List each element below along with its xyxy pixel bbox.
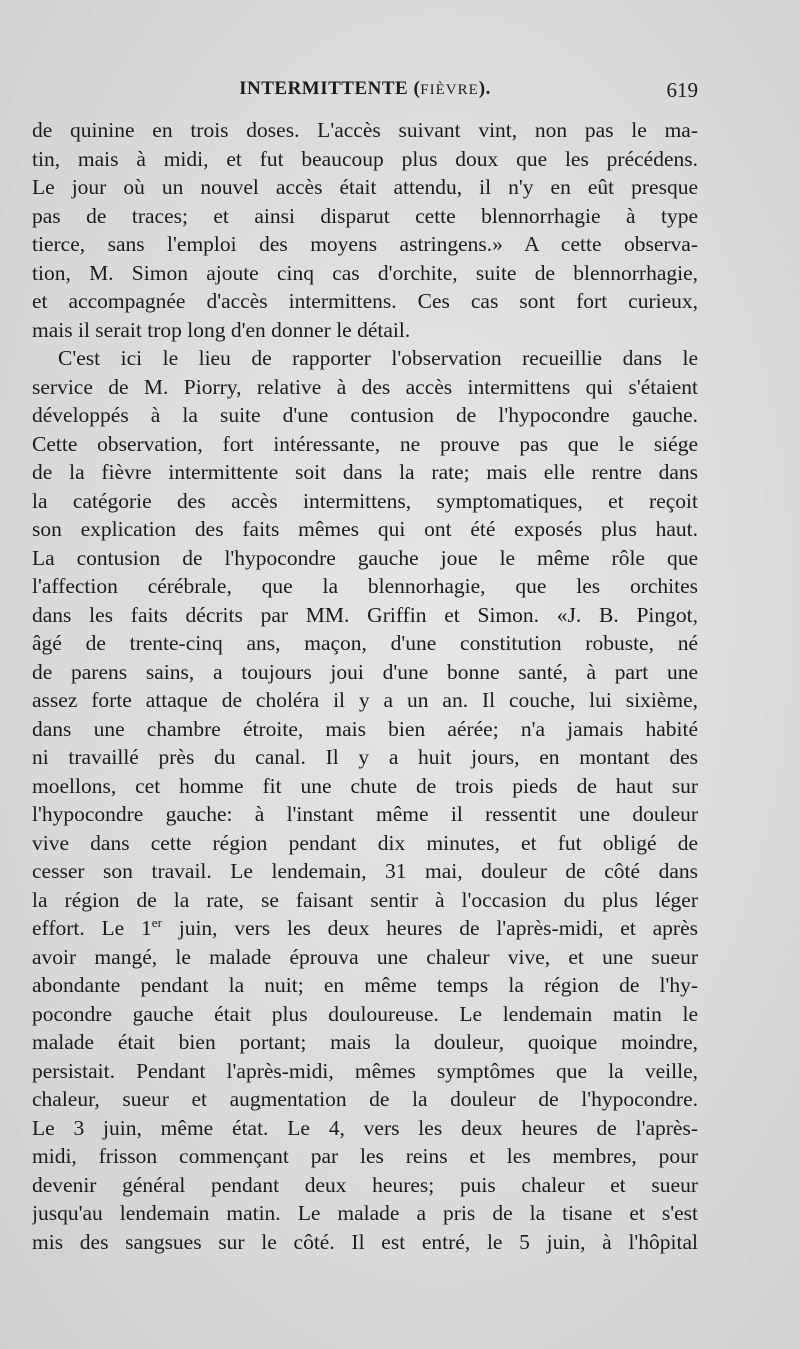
text-line: assez forte attaque de choléra il y a un an. Il couche, lui sixième, — [32, 688, 698, 712]
text-line: tion, M. Simon ajoute cinq cas d'orchite, suite de blennorrhagie, — [32, 260, 698, 285]
text-line: ni travaillé près du canal. Il y a huit jours, en montant des — [32, 745, 698, 769]
text-line: avoir mangé, le malade éprouva une chaleur vive, et une sueur — [32, 944, 698, 969]
text-line: la catégorie des accès intermittens, symptomatiques, et reçoit — [32, 488, 698, 513]
text-line: âgé de trente-cinq ans, maçon, d'une constitution robuste, né — [32, 631, 698, 655]
text-line: mais il serait trop long d'en donner le détail. — [32, 317, 411, 342]
text-line: C'est ici le lieu de rapporter l'observation recueillie dans le — [58, 346, 698, 370]
text-line-end: juin, vers les deux heures de l'après-midi, et après — [161, 916, 698, 940]
text-line: tierce, sans l'emploi des moyens astringens.» A cette observa- — [32, 232, 698, 256]
text-line: dans les faits décrits par MM. Griffin et Simon. «J. B. Pingot, — [32, 602, 698, 627]
text-line: développés à la suite d'une contusion de l'hypocondre gauche. — [32, 403, 698, 427]
text-line: pas de traces; et ainsi disparut cette blennorrhagie à type — [32, 203, 698, 228]
head-title-main: INTERMITTENTE — [239, 78, 409, 99]
text-line: de quinine en trois doses. L'accès suivant vint, non pas le ma- — [32, 118, 698, 142]
text-line — [32, 914, 698, 943]
running-head — [32, 78, 698, 108]
text-line: Le jour où un nouvel accès était attendu, il n'y en eût presque — [32, 175, 698, 199]
text-line: de la fièvre intermittente soit dans la rate; mais elle rentre dans — [32, 460, 698, 484]
text-line: la région de la rate, se faisant sentir à l'occasion du plus léger — [32, 887, 698, 912]
text-line: tin, mais à midi, et fut beaucoup plus doux que les précédens. — [32, 146, 698, 171]
running-head-title — [32, 78, 698, 100]
text-line: chaleur, sueur et augmentation de la douleur de l'hypocondre. — [32, 1087, 698, 1111]
ordinal-superscript: er — [151, 914, 162, 930]
text-line: l'hypocondre gauche: à l'instant même il ressentit une douleur — [32, 802, 698, 826]
text-line: mis des sangsues sur le côté. Il est entré, le 5 juin, à l'hôpital — [32, 1229, 698, 1254]
head-title-paren-open: ( — [408, 78, 421, 99]
text-line: son explication des faits mêmes qui ont été exposés plus haut. — [32, 517, 698, 541]
text-line: midi, frisson commençant par les reins et les membres, pour — [32, 1144, 698, 1168]
page-number: 619 — [666, 78, 698, 102]
text-line: cesser son travail. Le lendemain, 31 mai, douleur de côté dans — [32, 859, 698, 883]
text-line: vive dans cette région pendant dix minutes, et fut obligé de — [32, 830, 698, 855]
body-text — [32, 116, 698, 1256]
text-line: et accompagnée d'accès intermittens. Ces cas sont fort curieux, — [32, 289, 698, 313]
text-line: moellons, cet homme fit une chute de trois pieds de haut sur — [32, 773, 698, 798]
text-line: Le 3 juin, même état. Le 4, vers les deux heures de l'après- — [32, 1115, 698, 1140]
text-line-start: effort. Le 1 — [32, 916, 152, 940]
text-line: devenir général pendant deux heures; puis chaleur et sueur — [32, 1172, 698, 1197]
text-line: pocondre gauche était plus douloureuse. Le lendemain matin le — [32, 1001, 698, 1026]
text-line: malade était bien portant; mais la douleur, quoique moindre, — [32, 1030, 698, 1054]
text-line: Cette observation, fort intéressante, ne prouve pas que le siége — [32, 431, 698, 456]
head-title-small: FIÈVRE — [420, 82, 479, 98]
text-line: persistait. Pendant l'après-midi, mêmes symptômes que la veille, — [32, 1058, 698, 1083]
text-line: dans une chambre étroite, mais bien aérée; n'a jamais habité — [32, 716, 698, 741]
text-line: de parens sains, a toujours joui d'une bonne santé, à part une — [32, 659, 698, 684]
text-line: abondante pendant la nuit; en même temps la région de l'hy- — [32, 973, 698, 997]
text-line: service de M. Piorry, relative à des accès intermittens qui s'étaient — [32, 374, 698, 399]
text-line: La contusion de l'hypocondre gauche joue le même rôle que — [32, 545, 698, 570]
text-line: l'affection cérébrale, que la blennorhagie, que les orchites — [32, 574, 698, 598]
text-line: jusqu'au lendemain matin. Le malade a pris de la tisane et s'est — [32, 1201, 698, 1225]
head-title-paren-close: ). — [478, 78, 491, 99]
